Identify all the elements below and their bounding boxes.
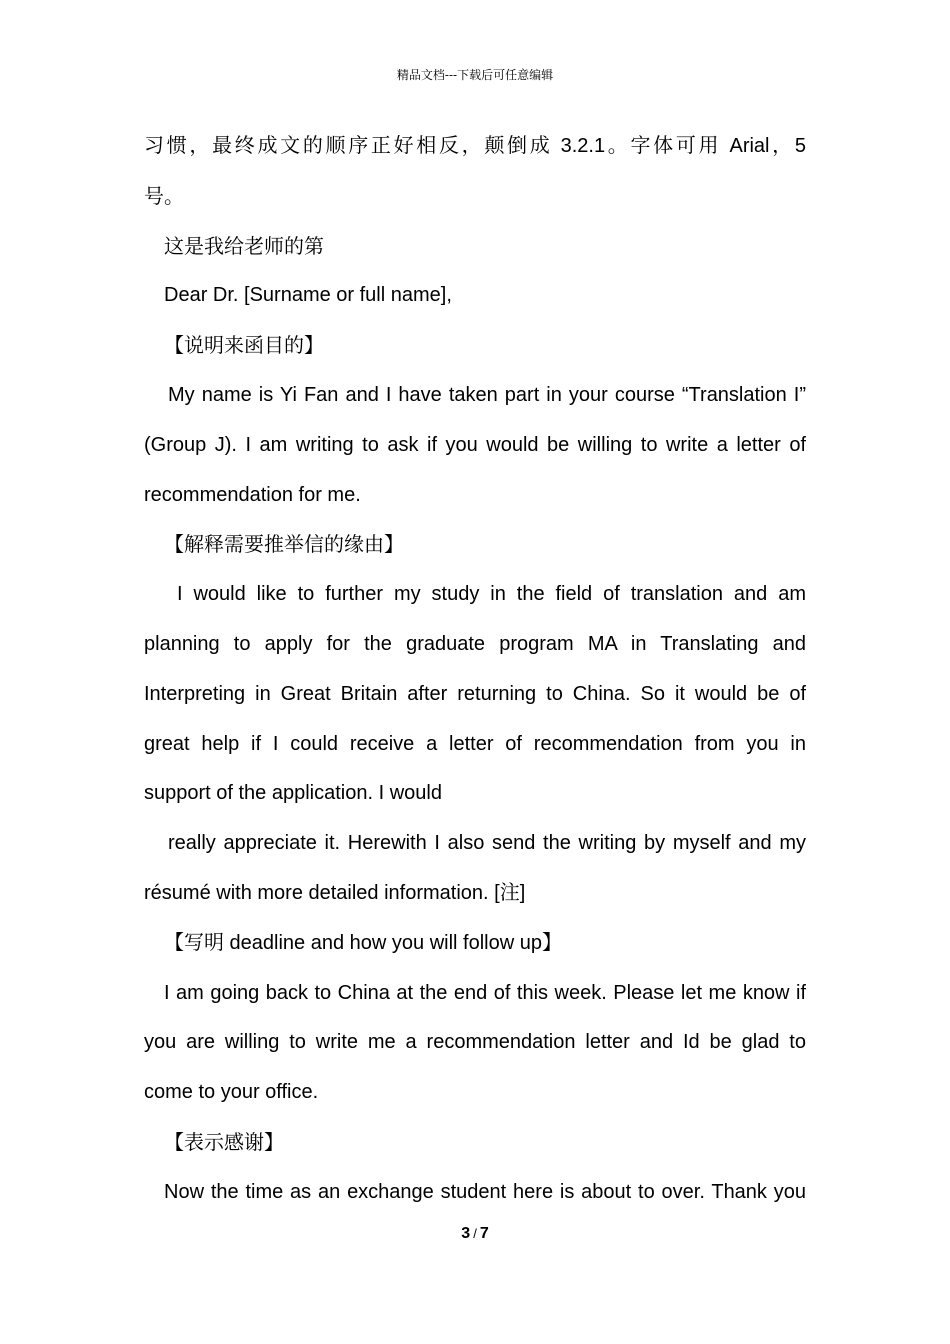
paragraph-line: support of the application. I would — [144, 782, 442, 805]
section-heading: 【说明来函目的】 — [164, 333, 324, 358]
paragraph-line: 这是我给老师的第 — [164, 233, 324, 258]
paragraph-line: résumé with more detailed information. [注] — [144, 881, 526, 904]
paragraph-line: really appreciate it. Herewith I also send the writing by myself and my — [168, 832, 806, 855]
paragraph-line: I would like to further my study in the field of translation and am — [177, 583, 806, 606]
section-heading: 【写明 deadline and how you will follow up】 — [164, 931, 562, 954]
paragraph-line: you are willing to write me a recommendation letter and Id be glad to — [144, 1031, 806, 1054]
section-heading: 【表示感谢】 — [164, 1129, 284, 1154]
total-pages: 7 — [479, 1225, 489, 1242]
paragraph-line: come to your office. — [144, 1081, 319, 1104]
paragraph-line: 习惯，最终成文的顺序正好相反，颠倒成 3.2.1。字体可用 Arial，5 — [144, 135, 806, 157]
paragraph-line: 号。 — [144, 183, 184, 208]
page-header: 精品文档---下载后可任意编辑 — [396, 68, 554, 82]
paragraph-line: recommendation for me. — [144, 483, 361, 506]
paragraph-line: I am going back to China at the end of this week. Please let me know if — [164, 981, 806, 1004]
paragraph-line: great help if I could receive a letter of recommendation from you in — [144, 732, 806, 755]
current-page: 3 — [461, 1225, 471, 1242]
paragraph-line: planning to apply for the graduate program MA in Translating and — [144, 632, 806, 655]
paragraph-line: Interpreting in Great Britain after returning to China. So it would be of — [144, 682, 806, 705]
salutation: Dear Dr. [Surname or full name], — [164, 284, 452, 307]
paragraph-line: My name is Yi Fan and I have taken part in your course “Translation I” — [168, 383, 806, 406]
paragraph-line: (Group J). I am writing to ask if you would be willing to write a letter of — [144, 433, 806, 456]
section-heading: 【解释需要推举信的缘由】 — [164, 532, 404, 557]
document-body — [144, 122, 806, 1218]
page-number — [0, 1225, 950, 1243]
paragraph-line: Now the time as an exchange student here is about to over. Thank you — [164, 1180, 806, 1203]
page-separator: / — [473, 1226, 477, 1241]
